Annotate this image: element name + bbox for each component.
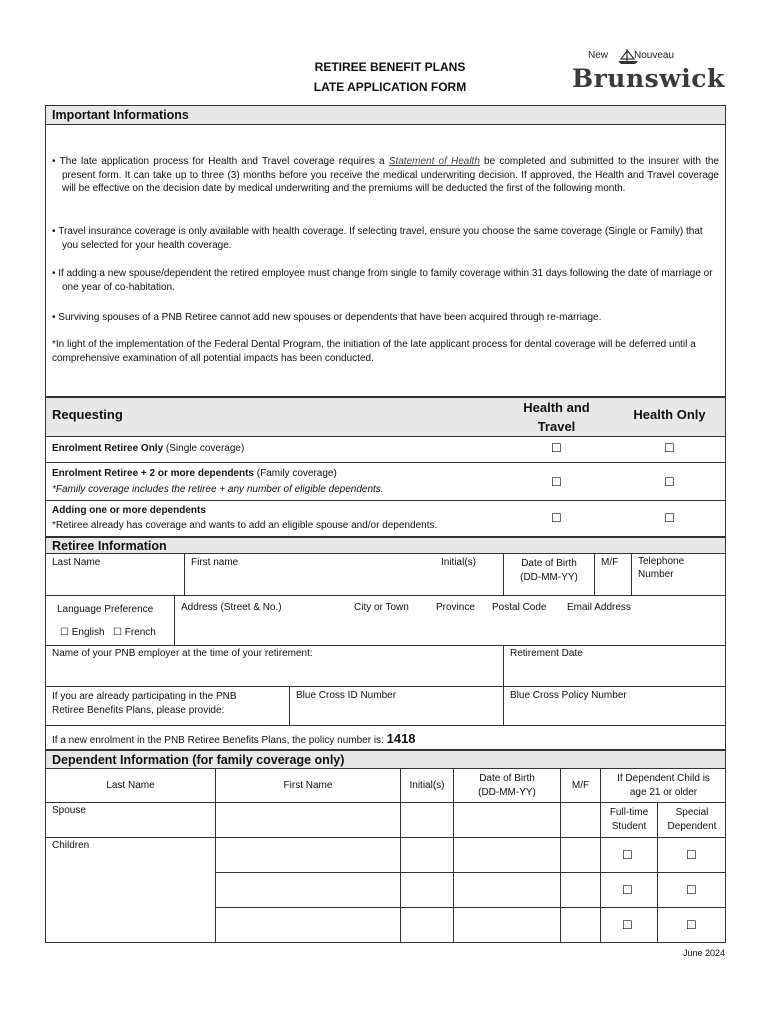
employer-field[interactable]: Name of your PNB employer at the time of your retirement: (52, 648, 313, 659)
children-row-label: Children (52, 840, 90, 851)
bluecross-id-field[interactable]: Blue Cross ID Number (296, 690, 397, 701)
child2-fulltime-checkbox[interactable]: ☐ (622, 883, 633, 897)
language-preference-label: Language Preference (57, 604, 154, 615)
city-field[interactable]: City or Town (354, 602, 409, 613)
retiree-info-section (45, 537, 726, 750)
col-health-travel-line2: Travel (537, 419, 576, 434)
participating-label (52, 690, 237, 718)
dep-child-line1: If Dependent Child is (617, 773, 710, 784)
email-field[interactable]: Email Address (567, 602, 631, 613)
statement-of-health-link[interactable]: Statement of Health (388, 156, 480, 167)
dental-note: *In light of the implementation of the Federal Dental Program, the initiation of the late applicant process for dental coverage will be deferred until a comprehensive examination of all potential impacts has been conducted. (52, 339, 696, 364)
form-title-line1: RETIREE BENEFIT PLANS (314, 60, 466, 74)
fulltime-line1: Full-time (609, 807, 649, 818)
family-health-only-checkbox[interactable]: ☐ (664, 475, 675, 489)
request-row-single (52, 443, 244, 454)
dep-last-name-header: Last Name (106, 780, 155, 791)
telephone-field[interactable] (638, 555, 684, 581)
province-field[interactable]: Province (436, 602, 475, 613)
dep-first-name-header: First Name (283, 780, 333, 791)
bullet1-text-b: be completed and submitted to the insurer with the present form. It can take up to three (3) months before you receive the medical underwriting decision. If approved, the Health and Travel coverage will be effective on the decision date by medical underwriting and the premiums will be deducted the first of the following month. (62, 156, 720, 194)
dep-mf-header: M/F (571, 780, 590, 791)
footer-date: June 2024 (682, 948, 725, 958)
bullet-surviving-spouses: • Surviving spouses of a PNB Retiree cannot add new spouses or dependents that have been acquired through re-marriage. (52, 312, 602, 323)
bullet-statement-of-health: • The late application process for Health and Travel coverage requires a Statement of Health be completed and submitted to the insurer with the present form. It can take up to three (3) months before you receive the medical underwriting decision. If approved, the Health and Travel coverage will be effective on the decision date by medical underwriting and the premiums will be deducted the first of the following month. (52, 156, 720, 194)
child1-special-checkbox[interactable]: ☐ (686, 848, 697, 862)
spouse-row-label: Spouse (52, 805, 86, 816)
family-note: *Family coverage includes the retiree + any number of eligible dependents. (52, 484, 384, 495)
bullet3-text: If adding a new spouse/dependent the retired employee must change from single to family coverage within 31 days following the date of marriage or one year of co-habitation. (58, 268, 713, 293)
dob-label-1: Date of Birth (521, 558, 577, 569)
telephone-label-2: Number (638, 569, 674, 580)
row1-rest: (Single coverage) (163, 443, 245, 454)
initials-field[interactable]: Initial(s) (441, 557, 477, 568)
special-dependent-header (658, 806, 726, 834)
adding-health-only-checkbox[interactable]: ☐ (664, 511, 675, 525)
row2-bold: Enrolment Retiree + 2 or more dependents (52, 468, 254, 479)
policy-text: If a new enrolment in the PNB Retiree Benefits Plans, the policy number is: (52, 735, 387, 746)
adding-note: *Retiree already has coverage and wants to add an eligible spouse and/or dependents. (52, 520, 438, 531)
last-name-field[interactable]: Last Name (52, 557, 101, 568)
request-row-family (52, 468, 337, 479)
english-checkbox[interactable]: ☐ English (60, 627, 105, 638)
french-checkbox[interactable]: ☐ French (113, 627, 156, 638)
dep-initials-header: Initial(s) (409, 780, 445, 791)
child1-fulltime-checkbox[interactable]: ☐ (622, 848, 633, 862)
dob-label-2: (DD-MM-YY) (520, 572, 578, 583)
dep-dob-header (454, 772, 560, 800)
mf-field[interactable]: M/F (601, 557, 619, 568)
postal-code-field[interactable]: Postal Code (492, 602, 547, 613)
logo-new: New (588, 50, 609, 61)
logo-nouveau: Nouveau (634, 50, 675, 61)
retirement-date-field[interactable]: Retirement Date (510, 648, 583, 659)
row1-bold: Enrolment Retiree Only (52, 443, 164, 454)
family-health-travel-checkbox[interactable]: ☐ (551, 475, 562, 489)
logo-brunswick: Brunswick (572, 64, 725, 93)
policy-number-line (52, 731, 416, 746)
bullet-travel-coverage: • Travel insurance coverage is only available with health coverage. If selecting travel, ensure you choose the same coverage (Single or Family) that you selected for your health coverage. (52, 226, 703, 251)
participating-line1: If you are already participating in the PNB (52, 691, 237, 702)
dep-dob-line2: (DD-MM-YY) (478, 787, 536, 798)
single-health-only-checkbox[interactable]: ☐ (664, 441, 675, 455)
fulltime-student-header (601, 806, 657, 834)
form-title-line2: LATE APPLICATION FORM (313, 80, 467, 94)
policy-number: 1418 (386, 731, 416, 746)
dependent-info-heading: Dependent Information (for family coverage only) (46, 751, 725, 769)
dep-child-line2: age 21 or older (629, 787, 698, 798)
bullet4-text: Surviving spouses of a PNB Retiree cannot add new spouses or dependents that have been acquired through re-marriage. (58, 312, 602, 323)
new-brunswick-logo (568, 50, 725, 100)
fulltime-line2: Student (611, 821, 647, 832)
dep-child-header (601, 772, 726, 800)
participating-line2: Retiree Benefits Plans, please provide: (52, 705, 225, 716)
important-info-heading: Important Informations (46, 106, 725, 125)
bluecross-policy-field[interactable]: Blue Cross Policy Number (510, 690, 627, 701)
bullet-new-spouse: • If adding a new spouse/dependent the retired employee must change from single to family coverage within 31 days following the date of marriage or one year of co-habitation. (52, 268, 713, 293)
single-health-travel-checkbox[interactable]: ☐ (551, 441, 562, 455)
telephone-label-1: Telephone (638, 556, 685, 567)
child3-special-checkbox[interactable]: ☐ (686, 918, 697, 932)
dob-field[interactable] (504, 557, 594, 585)
col-health-travel-line1: Health and (523, 400, 590, 415)
request-row-adding: Adding one or more dependents (52, 505, 206, 516)
requesting-heading: Requesting (52, 407, 123, 422)
bullet1-text-a: The late application process for Health and Travel coverage requires a (59, 156, 389, 167)
row2-rest: (Family coverage) (254, 468, 337, 479)
special-line1: Special (675, 807, 709, 818)
adding-health-travel-checkbox[interactable]: ☐ (551, 511, 562, 525)
dep-dob-line1: Date of Birth (479, 773, 535, 784)
child2-special-checkbox[interactable]: ☐ (686, 883, 697, 897)
child3-fulltime-checkbox[interactable]: ☐ (622, 918, 633, 932)
col-health-only: Health Only (633, 407, 706, 422)
first-name-field[interactable]: First name (191, 557, 239, 568)
address-field[interactable]: Address (Street & No.) (181, 602, 282, 613)
bullet2-text: Travel insurance coverage is only available with health coverage. If selecting travel, ensure you choose the same coverage (Single or Family) that you selected for your health coverage. (58, 226, 703, 251)
special-line2: Dependent (667, 821, 717, 832)
retiree-info-heading: Retiree Information (46, 538, 725, 554)
col-health-travel (500, 398, 613, 436)
